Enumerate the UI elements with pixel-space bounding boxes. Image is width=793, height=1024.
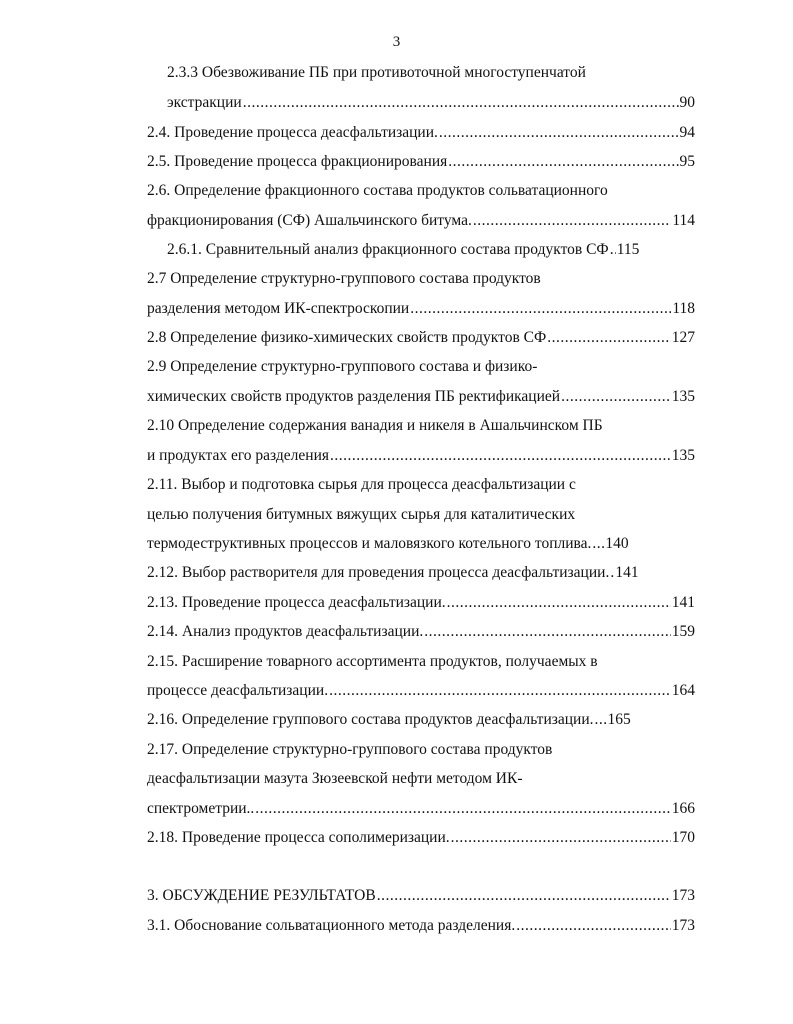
- toc-page-ref: 135: [671, 447, 695, 464]
- toc-page-ref: 114: [672, 212, 695, 229]
- dot-leader: [561, 388, 671, 406]
- toc-entry-2-6: [147, 212, 695, 230]
- toc-line: целью получения битумных вяжущих сырья для каталитических: [147, 506, 576, 523]
- toc-line: 2.11. Выбор и подготовка сырья для процесса деасфальтизации с: [147, 476, 576, 493]
- toc-entry-2-16: [147, 711, 695, 729]
- toc-entry-title: процессе деасфальтизации.: [147, 682, 329, 699]
- toc-entry-2-4: [147, 124, 695, 142]
- toc-entry-title: термодеструктивных процессов и маловязкого котельного топлива.: [147, 535, 592, 552]
- toc-page-ref: 94: [679, 124, 695, 141]
- toc-entry-2-14: [147, 623, 695, 641]
- toc-line: 2.10 Определение содержания ванадия и никеля в Ашальчинском ПБ: [147, 417, 603, 434]
- dot-leader: [547, 329, 671, 347]
- dot-leader: [610, 564, 614, 582]
- dot-leader: [451, 829, 671, 847]
- toc-page-ref: 115: [616, 241, 640, 258]
- toc-page-ref: 166: [671, 800, 695, 817]
- dot-leader: [255, 800, 670, 818]
- toc-entry-title: 2.14. Анализ продуктов деасфальтизации.: [147, 623, 424, 640]
- dot-leader: [377, 887, 671, 905]
- toc-page-ref: 173: [671, 887, 695, 904]
- toc-entry-2-13: [147, 594, 695, 612]
- toc-entry-3-1: [147, 917, 695, 935]
- toc-entry-title: 2.12. Выбор растворителя для проведения процесса деасфальтизации.: [147, 564, 610, 581]
- toc-page-ref: 127: [671, 329, 695, 346]
- toc-entry-2-10: [147, 447, 695, 465]
- dot-leader: [610, 241, 616, 259]
- toc-entry-title: и продуктах его разделения: [147, 447, 329, 464]
- dot-leader: [424, 623, 671, 641]
- toc-page-ref: 140: [605, 535, 629, 552]
- dot-leader: [516, 917, 671, 935]
- toc-entry-title: спектрометрии..: [147, 800, 255, 817]
- toc-entry-2-8: [147, 329, 695, 347]
- toc-entry-2-11: [147, 535, 695, 553]
- dot-leader: [592, 535, 604, 553]
- dot-leader: [439, 124, 679, 142]
- toc-entry-2-5: [147, 153, 695, 171]
- toc-entry-2-17: [147, 800, 695, 818]
- toc-entry-title: 2.18. Проведение процесса сополимеризации.: [147, 829, 450, 846]
- toc-line: 2.15. Расширение товарного ассортимента продуктов, получаемых в: [147, 653, 598, 670]
- toc-entry-3: [147, 887, 695, 905]
- toc-page-ref: 141: [615, 564, 639, 581]
- toc-page-ref: 159: [671, 623, 695, 640]
- toc-entry-title: фракционирования (СФ) Ашальчинского битума.: [147, 212, 472, 229]
- toc-page-ref: 170: [671, 829, 695, 846]
- toc-entry-2-9: [147, 388, 695, 406]
- toc-entry-title: 2.13. Проведение процесса деасфальтизации.: [147, 594, 446, 611]
- toc-line: деасфальтизации мазута Зюзеевской нефти методом ИК-: [147, 770, 523, 787]
- toc-entry-title: 2.6.1. Сравнительный анализ фракционного состава продуктов СФ: [167, 241, 609, 258]
- toc-entry-title: 2.8 Определение физико-химических свойств продуктов СФ: [147, 329, 547, 346]
- dot-leader: [447, 594, 671, 612]
- toc-entry-title: 3. ОБСУЖДЕНИЕ РЕЗУЛЬТАТОВ: [147, 887, 376, 904]
- toc-entry-2-12: [147, 564, 695, 582]
- toc-line: 2.7 Определение структурно-группового состава продуктов: [147, 270, 541, 287]
- toc-line: 2.9 Определение структурно-группового состава и физико-: [147, 358, 538, 375]
- toc-page-ref: 90: [679, 94, 695, 111]
- toc-line: 2.6. Определение фракционного состава продуктов сольватационного: [147, 182, 608, 199]
- toc-page-ref: 141: [671, 594, 695, 611]
- dot-leader: [448, 153, 678, 171]
- toc-page-ref: 135: [671, 388, 695, 405]
- toc-entry-title: 2.16. Определение группового состава продуктов деасфальтизации.: [147, 711, 594, 728]
- dot-leader: [410, 300, 671, 318]
- toc-entry-title: разделения методом ИК-спектроскопии: [147, 300, 410, 317]
- toc-entry-title: химических свойств продуктов разделения ПБ ректификацией: [147, 388, 561, 405]
- dot-leader: [243, 94, 679, 112]
- dot-leader: [329, 682, 671, 700]
- toc-page-ref: 164: [671, 682, 695, 699]
- page-number: 3: [392, 34, 401, 50]
- toc-line: 2.17. Определение структурно-группового состава продуктов: [147, 741, 553, 758]
- dot-leader: [330, 447, 671, 465]
- dot-leader: [595, 711, 607, 729]
- toc-page-ref: 118: [672, 300, 695, 317]
- toc-entry-2-3-3: [167, 94, 695, 112]
- toc-entry-title: 3.1. Обоснование сольватационного метода разделения.: [147, 917, 516, 934]
- toc-page-ref: 173: [671, 917, 695, 934]
- toc-entry-2-7: [147, 300, 695, 318]
- toc-entry-title: 2.4. Проведение процесса деасфальтизации.: [147, 124, 438, 141]
- toc-entry-2-18: [147, 829, 695, 847]
- toc-entry-title: 2.5. Проведение процесса фракционирования: [147, 153, 448, 170]
- dot-leader: [473, 212, 671, 230]
- toc-entry-2-6-1: [167, 241, 695, 259]
- toc-entry-2-15: [147, 682, 695, 700]
- toc-page-ref: 165: [607, 711, 631, 728]
- toc-entry-title: экстракции: [167, 94, 242, 111]
- toc-page-ref: 95: [679, 153, 695, 170]
- toc-line: 2.3.3 Обезвоживание ПБ при противоточной многоступенчатой: [167, 64, 586, 81]
